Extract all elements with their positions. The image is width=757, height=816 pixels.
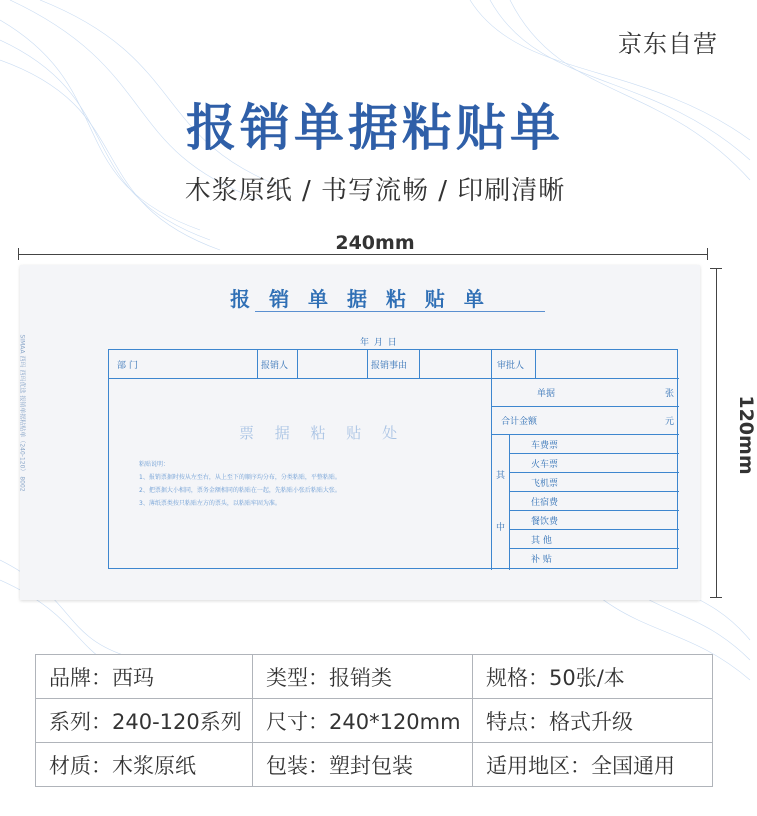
spec-cell: 品牌：西玛 — [36, 655, 253, 699]
category-label: 其 他 — [531, 536, 552, 546]
form-divider — [257, 350, 258, 378]
form-grid — [108, 349, 678, 569]
instruction-line: 粘贴说明： — [139, 461, 170, 468]
paste-instructions — [139, 458, 341, 510]
form-right-divider — [491, 350, 492, 570]
spec-cell: 特点：格式升级 — [473, 699, 713, 743]
spec-table — [35, 654, 713, 787]
height-dimension-line — [716, 268, 717, 598]
form-divider — [419, 350, 420, 378]
field-dept-label: 部 门 — [117, 361, 138, 371]
page-subtitle: 木浆原纸 / 书写流畅 / 印刷清晰 — [184, 176, 566, 206]
form-divider — [367, 350, 368, 378]
width-dimension-label: 240mm — [335, 232, 415, 254]
height-dimension-cap-bottom — [710, 597, 722, 598]
spec-cell: 类型：报销类 — [253, 655, 473, 699]
field-reporter-label: 报销人 — [261, 361, 289, 371]
category-label: 住宿费 — [531, 498, 559, 508]
summary-total-unit: 元 — [665, 417, 675, 427]
field-approver-label: 审批人 — [497, 361, 525, 371]
width-dimension-cap-left — [18, 248, 19, 260]
spec-cell: 材质：木浆原纸 — [36, 743, 253, 787]
category-label: 飞机票 — [531, 479, 559, 489]
category-label: 补 贴 — [531, 555, 552, 565]
form-divider — [509, 453, 679, 454]
form-divider — [509, 434, 510, 570]
product-form-image — [20, 265, 700, 600]
summary-count-unit: 张 — [665, 389, 675, 399]
form-side-print: SIMAA 西玛 西玛优选 报销单据粘贴单（240-120） 8002 — [18, 334, 26, 492]
height-dimension-label: 120mm — [735, 395, 757, 475]
form-header-divider — [109, 378, 679, 379]
width-dimension-line — [18, 254, 708, 255]
form-divider — [509, 472, 679, 473]
instruction-line: 1、报销票据时按从左至右，从上至下的顺序均分布，分类粘贴，平整粘贴。 — [139, 474, 341, 481]
page-title: 报销单据粘贴单 — [186, 99, 564, 157]
form-divider — [509, 491, 679, 492]
category-label: 餐饮费 — [531, 517, 559, 527]
form-divider — [491, 406, 679, 407]
spec-cell: 规格：50张/本 — [473, 655, 713, 699]
width-dimension-cap-right — [707, 248, 708, 260]
form-divider — [509, 510, 679, 511]
form-title-underline — [255, 311, 545, 312]
form-date-line: 年 月 日 — [360, 338, 398, 348]
summary-count-label: 单据 — [537, 389, 556, 399]
field-reason-label: 报销事由 — [371, 361, 408, 371]
spec-cell: 适用地区：全国通用 — [473, 743, 713, 787]
instruction-line: 3、薄纸票类按只粘贴左方的票头，以粘贴牢固为准。 — [139, 500, 281, 507]
category-label: 火车票 — [531, 460, 559, 470]
table-row — [36, 699, 713, 743]
breakdown-label-top: 其 — [496, 471, 506, 481]
height-dimension-cap-top — [710, 268, 722, 269]
spec-cell: 系列：240-120系列 — [36, 699, 253, 743]
spec-cell: 包装：塑封包装 — [253, 743, 473, 787]
table-row — [36, 655, 713, 699]
instruction-line: 2、把票据大小相同，票务金额相同的粘贴在一起，先粘贴小张后粘贴大张。 — [139, 487, 341, 494]
paste-area-label: 票 据 粘 贴 处 — [239, 424, 406, 442]
category-label: 车费票 — [531, 441, 559, 451]
table-row — [36, 743, 713, 787]
brand-tag: 京东自营 — [618, 30, 718, 58]
form-divider — [535, 350, 536, 378]
form-divider — [491, 434, 679, 435]
summary-total-label: 合计金额 — [501, 417, 538, 427]
breakdown-label-bottom: 中 — [496, 523, 506, 533]
form-divider — [297, 350, 298, 378]
form-title: 报 销 单 据 粘 贴 单 — [230, 287, 490, 311]
spec-cell: 尺寸：240*120mm — [253, 699, 473, 743]
form-divider — [509, 529, 679, 530]
form-divider — [509, 548, 679, 549]
